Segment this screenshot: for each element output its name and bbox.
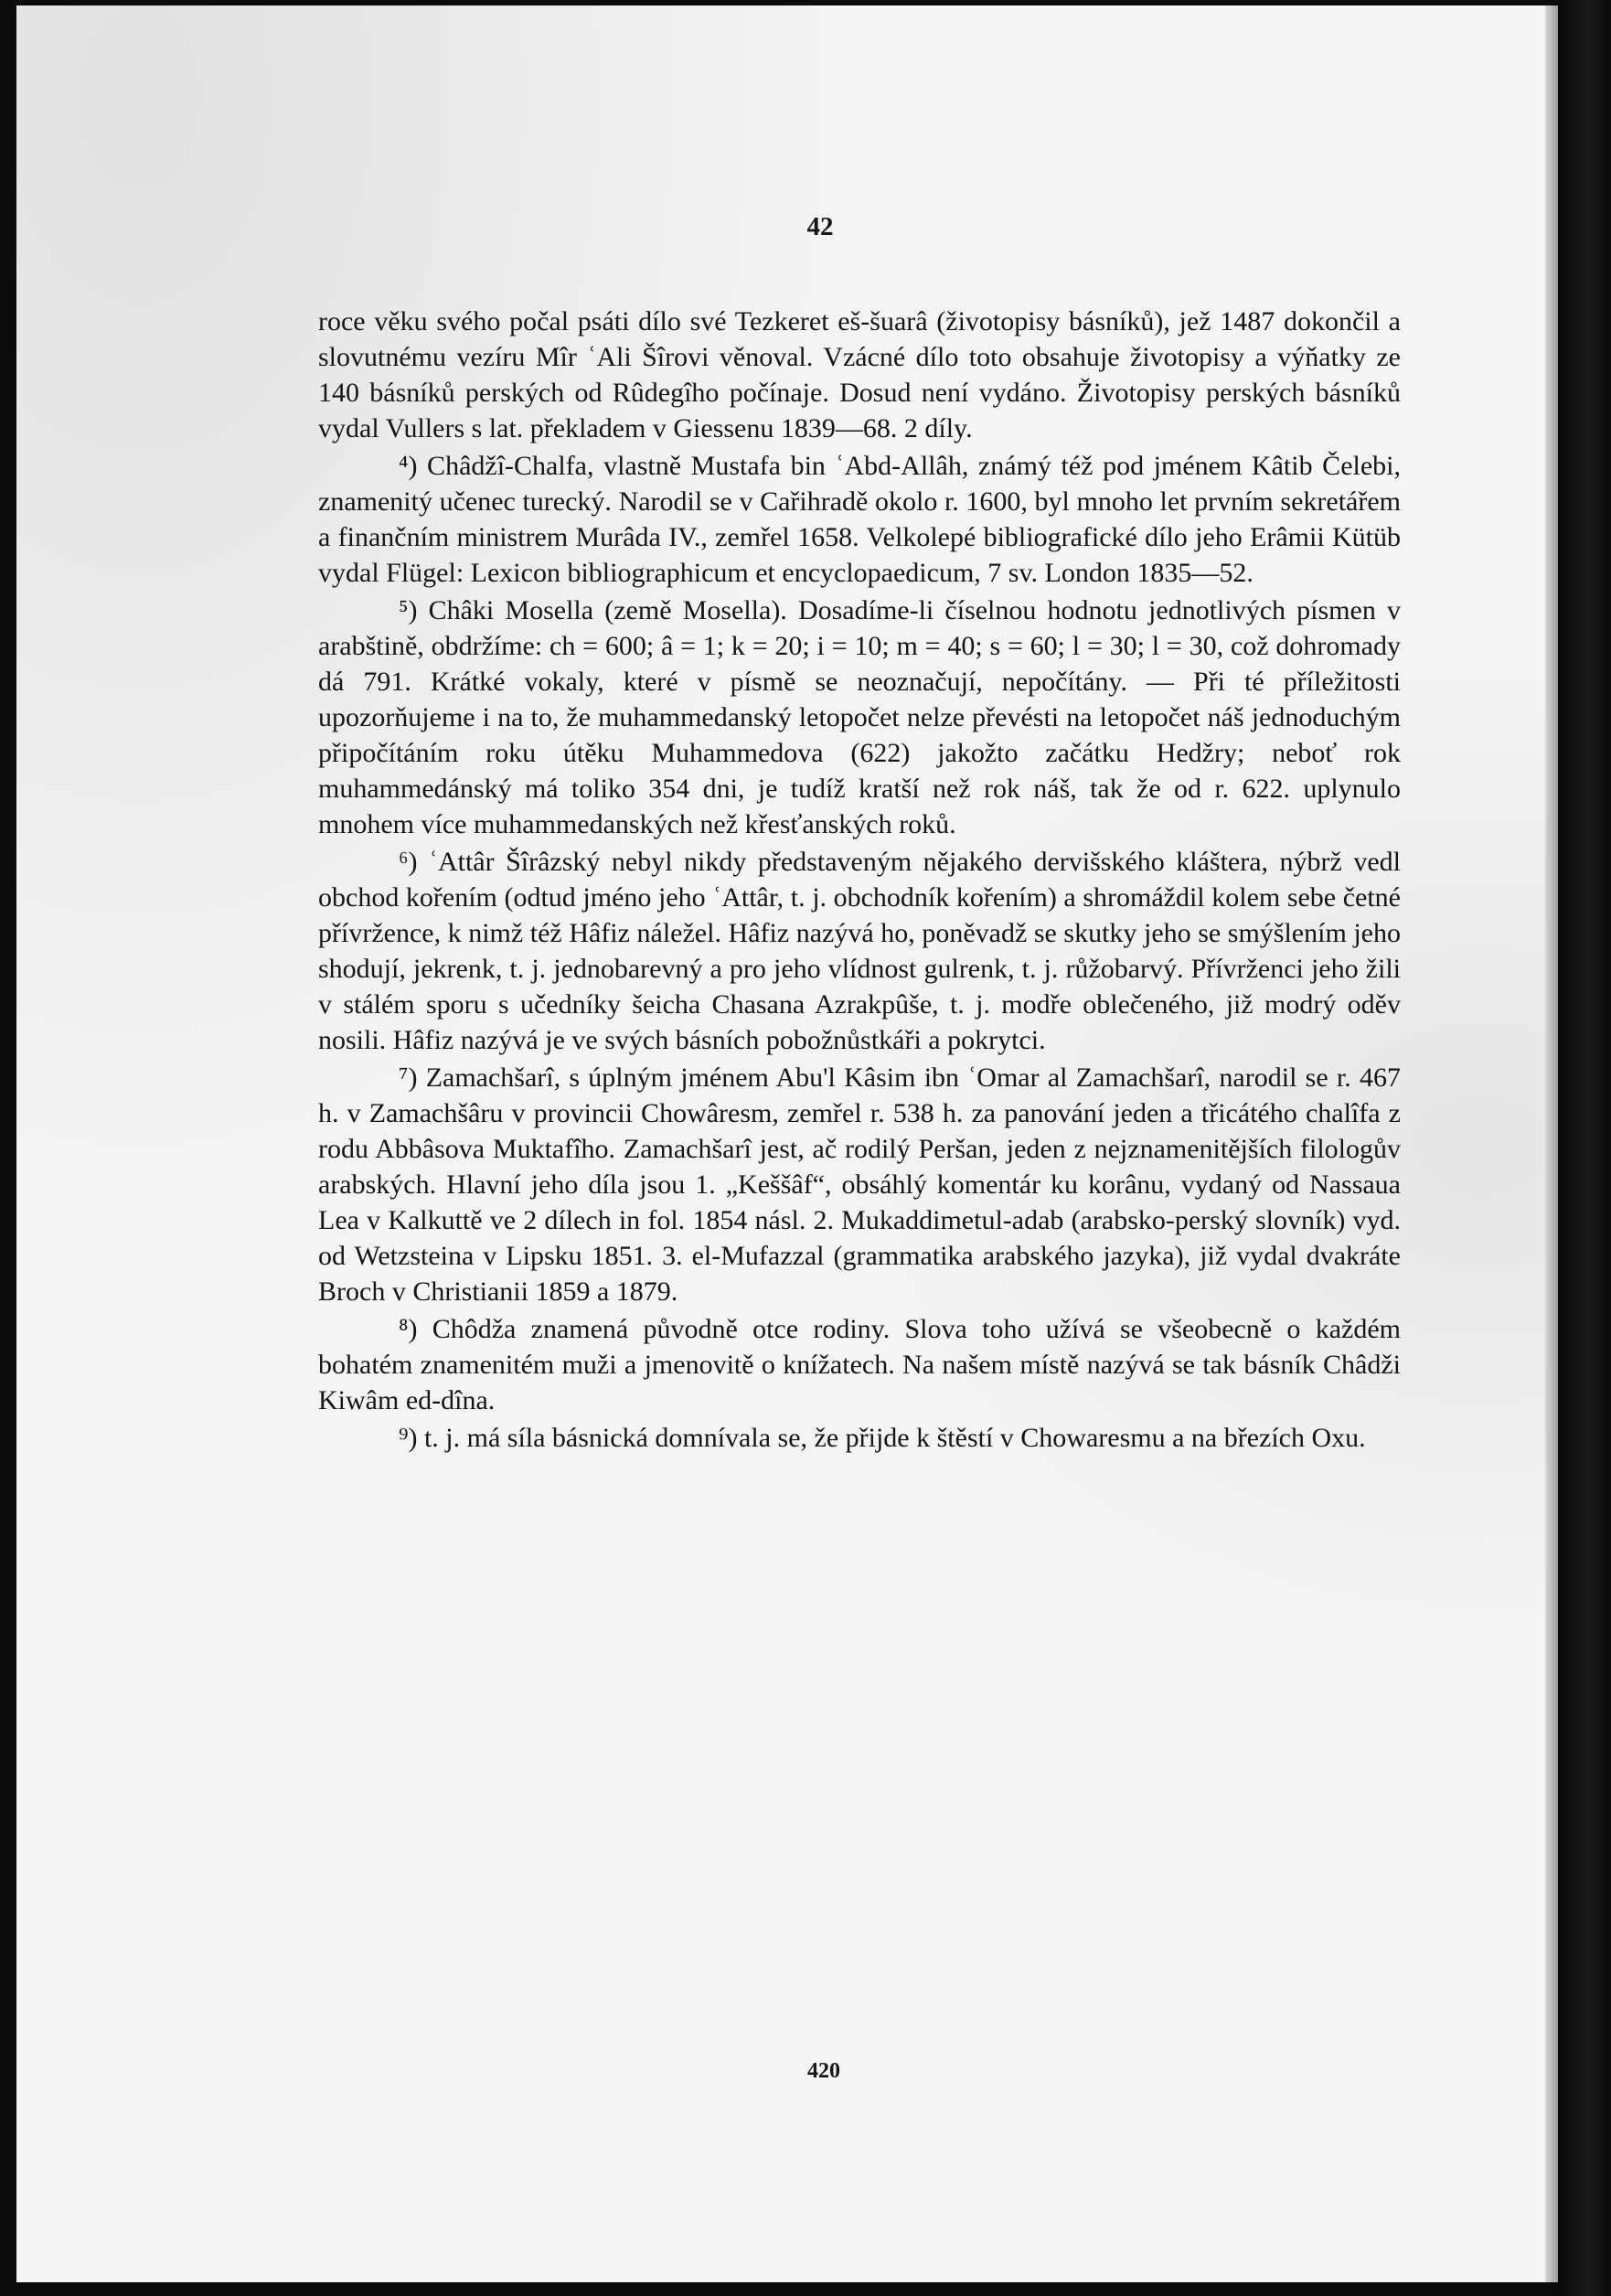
- footnote-6: ⁶) ʿAttâr Šîrâzský nebyl nikdy představeným nějakého dervišského kláštera, nýbrž vedl obchod kořením (odtud jméno jeho ʿAttâr, t. j. obchodník kořením) a shromáždil kolem sebe četné přívržence, k nimž též Hâfiz náležel. Hâfiz nazývá ho, poněvadž se skutky jeho se smýšlením jeho shodují, jekrenk, t. j. jednobarevný a pro jeho vlídnost gulrenk, t. j. růžobarvý. Přívrženci jeho žili v stálém sporu s učedníky šeicha Chasana Azrakpûše, t. j. modře oblečeného, již modrý oděv nosili. Hâfiz nazývá je ve svých básních pobožnůstkáři a pokrytci.: [318, 847, 1401, 1055]
- paragraph-continuation: roce věku svého počal psáti dílo své Tezkeret eš-šuarâ (životopisy básníků), jež 1487 dokončil a slovutnému vezíru Mîr ʿAli Šîrovi věnoval. Vzácné dílo toto obsahuje životopisy a výňatky ze 140 básníků perských od Rûdegîho počínaje. Dosud není vydáno. Životopisy perských básníků vydal Vullers s lat. překladem v Giessenu 1839—68. 2 díly.: [318, 306, 1401, 443]
- scan-dark-margin: [1558, 0, 1611, 2296]
- footnote-9: ⁹) t. j. má síla básnická domnívala se, že přijde k štěstí v Chowaresmu a na březích Oxu.: [399, 1423, 1366, 1453]
- page-edge: [1545, 5, 1558, 2282]
- footer-page-number: 420: [807, 2059, 840, 2083]
- book-page: [16, 5, 1558, 2282]
- footnotes-text: [318, 304, 1401, 1456]
- footnote-8: ⁸) Chôdža znamená původně otce rodiny. Slova toho užívá se všeobecně o každém bohatém znamenitém muži a jmenovitě o knížatech. Na našem místě nazývá se tak básník Châdži Kiwâm ed-dîna.: [318, 1314, 1401, 1415]
- footnote-7: ⁷) Zamachšarî, s úplným jménem Abu'l Kâsim ibn ʿOmar al Zamachšarî, narodil se r. 467 h. v Zamachšâru v provincii Chowâresm, zemřel r. 538 h. za panování jeden a třicátého chalîfa z rodu Abbâsova Muktafîho. Zamachšarî jest, ač rodilý Peršan, jeden z nejznamenitějších filologův arabských. Hlavní jeho díla jsou 1. „Keššâf“, obsáhlý komentár ku korânu, vydaný od Nassaua Lea v Kalkuttě ve 2 dílech in fol. 1854 násl. 2. Mukaddimetul-adab (arabsko-perský slovník) vyd. od Wetzsteina v Lipsku 1851. 3. el-Mufazzal (grammatika arabského jazyka), již vydal dvakráte Broch v Christianii 1859 a 1879.: [318, 1063, 1401, 1307]
- footnote-4: ⁴) Châdžî-Chalfa, vlastně Mustafa bin ʿAbd-Allâh, známý též pod jménem Kâtib Čelebi, znamenitý učenec turecký. Narodil se v Cařihradě okolo r. 1600, byl mnoho let prvním sekretářem a finančním ministrem Murâda IV., zemřel 1658. Velkolepé bibliografické dílo jeho Erâmii Kütüb vydal Flügel: Lexicon bibliographicum et encyclopaedicum, 7 sv. London 1835—52.: [318, 451, 1401, 588]
- page-number: 42: [806, 212, 834, 241]
- footnote-5: ⁵) Châki Mosella (země Mosella). Dosadíme-li číselnou hodnotu jednotlivých písmen v arabštině, obdržíme: ch = 600; â = 1; k = 20; i = 10; m = 40; s = 60; l = 30; l = 30, což dohromady dá 791. Krátké vokaly, které v písmě se neoznačují, nepočítány. — Při té příležitosti upozorňujeme i na to, že muhammedanský letopočet nelze převésti na letopočet náš jednoduchým připočítáním roku útěku Muhammedova (622) jakožto začátku Hedžry; neboť rok muhammedánský má toliko 354 dni, je tudíž kratší než rok náš, tak že od r. 622. uplynulo mnohem více muhammedanských než křesťanských roků.: [318, 595, 1401, 839]
